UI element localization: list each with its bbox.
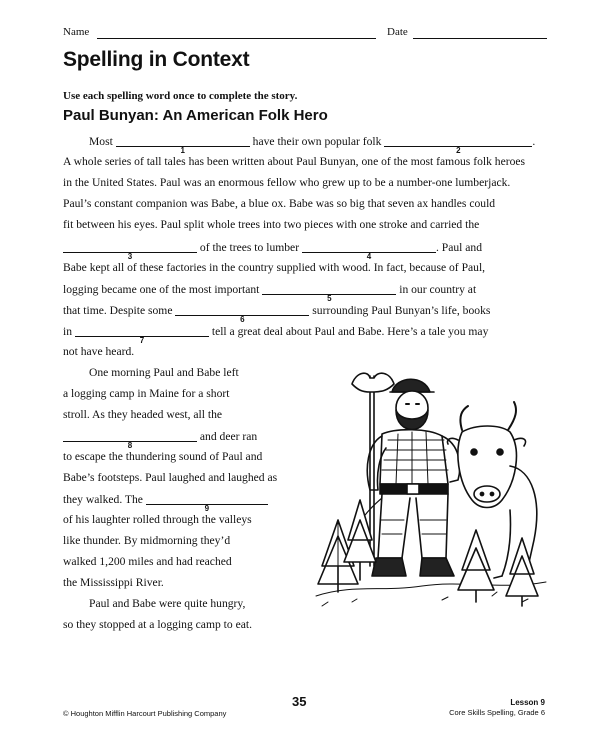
page-title: Spelling in Context [63,48,250,71]
paul-bunyan-illustration [312,370,550,628]
story-line: like thunder. By midmorning they’d [63,534,231,547]
story-line: to escape the thundering sound of Paul and [63,450,263,463]
answer-blank-6[interactable]: 6 [175,303,309,316]
story-line: A whole series of tall tales has been written about Paul Bunyan, one of the most famous folk heroes [63,155,526,168]
lesson-label: Lesson 9 [510,698,545,707]
answer-blank-8[interactable]: 8 [63,429,197,442]
story-line: Babe kept all of these factories in the country supplied with wood. In fact, because of Paul, [63,261,486,274]
instructions: Use each spelling word once to complete the story. [63,90,298,102]
story-line: Babe’s footsteps. Paul laughed and laughed as [63,471,278,484]
answer-blank-5[interactable]: 5 [262,282,396,295]
story-line: so they stopped at a logging camp to eat. [63,618,252,631]
story-line: Paul’s constant companion was Babe, a blue ox. Babe was so big that seven ax handles could [63,197,496,210]
story-line: Most 1 have their own popular folk 2 . [89,135,536,155]
story-line: in 7 tell a great deal about Paul and Babe. Here’s a tale you may [63,325,489,345]
story-line: stroll. As they headed west, all the [63,408,223,421]
story-line: in the United States. Paul was an enormous fellow who grew up to be a number-one lumberjack. [63,176,511,189]
name-label: Name [63,26,90,38]
copyright: © Houghton Mifflin Harcourt Publishing Company [63,709,227,718]
answer-blank-4[interactable]: 4 [302,240,436,253]
page-number: 35 [292,694,307,709]
answer-blank-7[interactable]: 7 [75,324,209,337]
story-line: walked 1,200 miles and had reached [63,555,232,568]
story-line: a logging camp in Maine for a short [63,387,230,400]
story-line: of his laughter rolled through the valleys [63,513,252,526]
story-line: they walked. The 9 [63,492,268,507]
story-line: that time. Despite some 6 surrounding Paul Bunyan’s life, books [63,304,491,324]
story-line: Paul and Babe were quite hungry, [89,597,246,610]
lesson-info [449,698,545,718]
answer-blank-3[interactable]: 3 [63,240,197,253]
story-title: Paul Bunyan: An American Folk Hero [63,107,328,124]
answer-blank-1[interactable]: 1 [116,134,250,147]
story-line: not have heard. [63,345,135,358]
answer-blank-9[interactable]: 9 [146,492,268,505]
answer-blank-2[interactable]: 2 [384,134,532,147]
story-line: logging became one of the most important 5 in our country at [63,283,477,303]
story-line: 8 and deer ran [63,429,257,444]
course-label: Core Skills Spelling, Grade 6 [449,708,545,717]
story-line: 3 of the trees to lumber 4 . Paul and [63,240,482,255]
date-field[interactable] [413,38,547,39]
story-line: One morning Paul and Babe left [89,366,239,379]
story-line: the Mississippi River. [63,576,164,589]
date-label: Date [387,26,408,38]
story-line: fit between his eyes. Paul split whole trees into two pieces with one stroke and carried the [63,218,480,231]
name-field[interactable] [97,38,376,39]
